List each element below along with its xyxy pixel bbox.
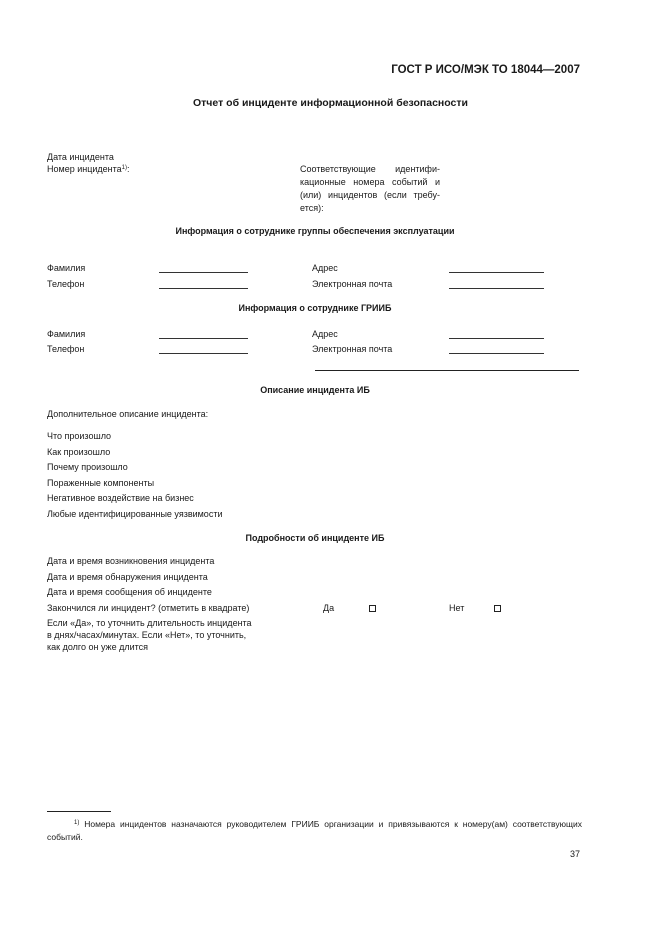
footnote-separator: [47, 811, 111, 812]
footnote-text: Номера инцидентов назначаются руководителем ГРИИБ организации и привязываются к номеру(ам) соответствующих событий.: [47, 819, 582, 842]
yes-label: Да: [323, 603, 335, 613]
yes-checkbox[interactable]: [369, 605, 376, 612]
discovery-datetime-label: Дата и время обнаружения инцидента: [47, 572, 208, 582]
description-section-heading: Описание инцидента ИБ: [260, 385, 370, 395]
report-datetime-label: Дата и время сообщения об инциденте: [47, 587, 212, 597]
incident-number-text: Номер инцидента: [47, 164, 122, 174]
description-item: Как произошло: [47, 447, 111, 457]
ops-phone-field: [159, 288, 248, 289]
isirt-surname-field: [159, 338, 248, 339]
ops-phone-label: Телефон: [47, 279, 85, 289]
ops-email-label: Электронная почта: [312, 279, 393, 289]
page-number: 37: [569, 849, 580, 859]
ops-section-heading: Информация о сотруднике группы обеспечения эксплуатации: [175, 226, 455, 236]
duration-note-line: Если «Да», то уточнить длительность инцидента: [47, 618, 252, 628]
ops-email-field: [449, 288, 544, 289]
no-checkbox[interactable]: [494, 605, 501, 612]
description-item: Негативное воздействие на бизнес: [47, 493, 194, 503]
isirt-phone-label: Телефон: [47, 344, 85, 354]
footnote-ref-marker: 1): [121, 165, 127, 171]
ops-surname-field: [159, 272, 248, 273]
related-ids-label: Соответствующие идентифи-кационные номера событий и (или) инцидентов (если требу-ется):: [300, 164, 440, 213]
duration-note-line: в днях/часах/минутах. Если «Нет», то уточнить,: [47, 630, 247, 640]
isirt-address-label: Адрес: [312, 329, 338, 339]
description-item: Любые идентифицированные уязвимости: [47, 509, 223, 519]
isirt-address-field: [449, 338, 544, 339]
incident-number-colon: :: [126, 164, 130, 174]
description-item: Пораженные компоненты: [47, 478, 155, 488]
no-label: Нет: [449, 603, 465, 613]
footnote-marker: 1): [74, 820, 80, 826]
description-item: Что произошло: [47, 431, 112, 441]
additional-description-label: Дополнительное описание инцидента:: [47, 409, 209, 419]
section-divider: [315, 370, 579, 371]
duration-note-line: как долго он уже длится: [47, 642, 149, 652]
ops-address-field: [449, 272, 544, 273]
document-header-id: ГОСТ Р ИСО/МЭК ТО 18044—2007: [391, 64, 580, 76]
occurrence-datetime-label: Дата и время возникновения инцидента: [47, 556, 215, 566]
isirt-email-label: Электронная почта: [312, 344, 393, 354]
footnote: [47, 817, 582, 844]
incident-ended-question: Закончился ли инцидент? (отметить в квадрате): [47, 603, 250, 613]
isirt-section-heading: Информация о сотруднике ГРИИБ: [238, 303, 392, 313]
ops-address-label: Адрес: [312, 263, 338, 273]
isirt-surname-label: Фамилия: [47, 329, 86, 339]
ops-surname-label: Фамилия: [47, 263, 86, 273]
isirt-email-field: [449, 353, 544, 354]
incident-date-label: Дата инцидента: [47, 152, 114, 162]
incident-number-label: [47, 163, 130, 175]
description-item: Почему произошло: [47, 462, 128, 472]
isirt-phone-field: [159, 353, 248, 354]
page-title: Отчет об инциденте информационной безопасности: [192, 97, 468, 109]
details-section-heading: Подробности об инциденте ИБ: [245, 533, 385, 543]
